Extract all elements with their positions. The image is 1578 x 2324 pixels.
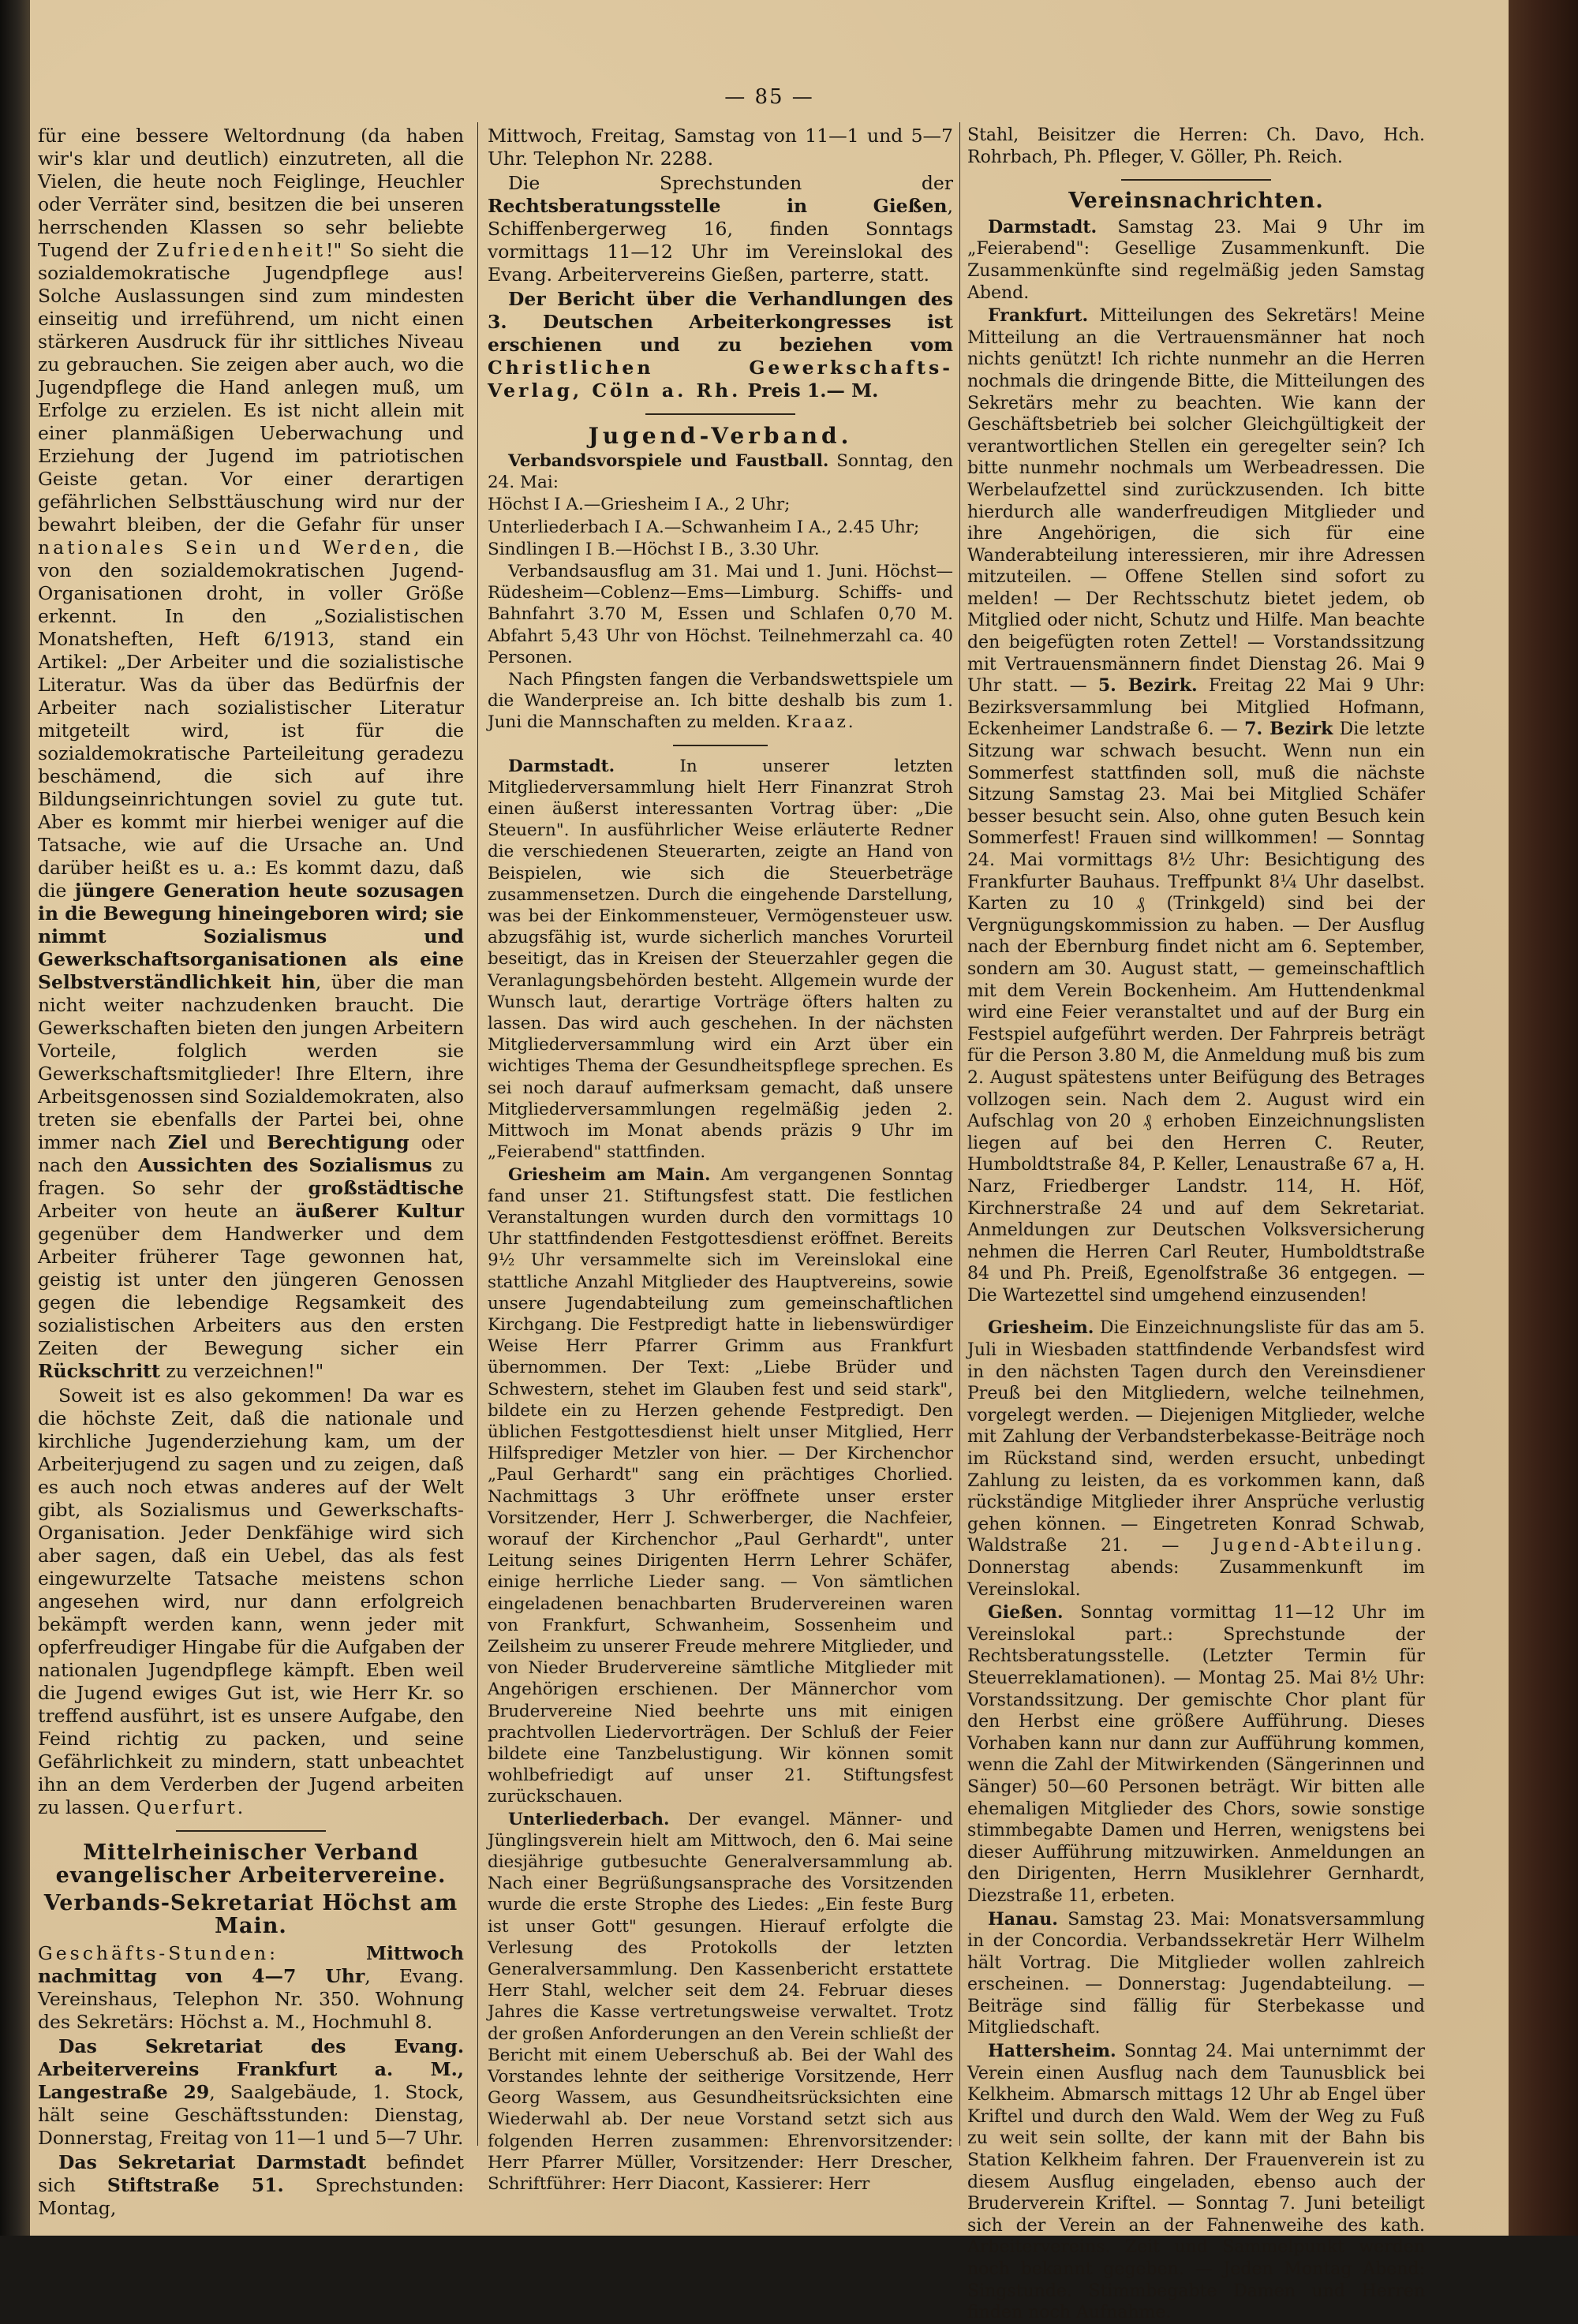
section-heading: Vereinsnachrichten. [1068, 189, 1324, 214]
page-number: — 85 — [724, 85, 814, 109]
separator-rule [673, 745, 768, 746]
news-item: Griesheim. Die Einzeichnungsliste für das am 5. Juli in Wiesbaden stattfindende Verbandsfest wird in den nächsten Tagen durch den Vereinsdiener Preuß bei den Mitgliedern, welche teilnehmen, vorgelegt werden. — Diejenigen Mitglieder, welche mit Zahlung der Verbandsterbekasse-Beiträge noch im Rückstand sind, werden ersucht, unbedingt Zahlung zu leisten, da es vorkommen kann, daß rückständige Mitglieder ihrer Ansprüche verlustig gehen können. — Eingetreten Konrad Schwab, Waldstraße 21. — Jugend-Abteilung. Donnerstag abends: Zusammenkunft im Vereinslokal. [967, 1317, 1425, 1600]
author-signature: Kraaz. [786, 712, 856, 733]
separator-rule [645, 413, 795, 415]
book-binding-left [0, 0, 30, 2236]
notice-paragraph: Die Sprechstunden der Rechtsberatungsstelle in Gießen, Schiffenbergerweg 16, finden Sonntags vormittags 11—12 Uhr im Vereinslokal des Evang. Arbeitervereins Gießen, parterre, statt. [488, 172, 953, 286]
match-line: Höchst I A.—Griesheim I A., 2 Uhr; [488, 495, 791, 515]
match-line: Sindlingen I B.—Höchst I B., 3.30 Uhr. [488, 539, 820, 559]
news-item: Frankfurt. Mitteilungen des Sekretärs! Meine Mitteilung an die Vertrauensmänner hat noch nichts genützt! Ich richte nunmehr an die Herren nochmals die dringende Bitte, die Mitteilungen des Sekretärs mehr zu beachten. Wie kann der Geschäftsbetrieb bei solcher Gleichgültigkeit der verantwortlichen Stellen ein geregelter sein? Ich bitte nunmehr nochmals um Werbeadressen. Die Werbelaufzettel sind zurückzusenden. Ich bitte hierdurch alle wanderfreudigen Mitglieder und ihre Angehörigen, die sich für eine Wanderabteilung interessieren, mir ihre Adressen mitzuteilen. — Offene Stellen sind sofort zu melden! — Der Rechtsschutz bietet jedem, ob Mitglied oder nicht, Schutz und Hilfe. Man beachte den beigefügten roten Zettel! — Vorstandssitzung mit Vertrauensmännern findet Dienstag 26. Mai 9 Uhr statt. — 5. Bezirk. Freitag 22 Mai 9 Uhr: Bezirksversammlung bei Mitglied Hofmann, Eckenheimer Landstraße 6. — 7. Bezirk Die letzte Sitzung war schwach besucht. Wenn nun ein Sommerfest stattfinden soll, muß die nächste Sitzung Samstag 23. Mai bei Mitglied Schäfer besser besucht sein. Also, ohne guten Besuch kein Sommerfest! Frauen sind willkommen! — Sonntag 24. Mai vormittags 8½ Uhr: Besichtigung des Frankfurter Bauhaus. Treffpunkt 8¼ Uhr daselbst. Karten zu 10 ₰ (Trinkgeld) sind bei der Vergnügungskommission zu haben. — Der Ausflug nach der Ebernburg findet nicht am 6. September, sondern am 30. August statt, — gemeinschaftlich mit dem Verein Bockenheim. Am Huttendenkmal wird eine Feier veranstaltet und auf der Burg ein Festspiel aufgeführt werden. Der Fahrpreis beträgt für die Person 3.80 M, die Anmeldung muß bis zum 2. August spätestens unter Beifügung des Betrages vollzogen sein. Nach dem 2. August wird ein Aufschlag von 20 ₰ erhoben Einzeichnungslisten liegen auf bei den Herren C. Reuter, Humboldtstraße 84, P. Keller, Lenaustraße 67 a, H. Narz, Friedberger Landstr. 114, H. Höf, Kirchnerstraße 24 und auf dem Sekretariat. Anmeldungen zur Deutschen Volksversicherung nehmen die Herren Carl Reuter, Humboldtstraße 84 und Ph. Preiß, Egenolfstraße 36 entgegen. — Die Wartezettel sind umgehend einzusenden! [967, 305, 1426, 1306]
column-divider-2 [959, 122, 960, 2146]
notice-paragraph: Das Sekretariat des Evang. Arbeitervereins Frankfurt a. M., Langestraße 29, Saalgebäude, 1. Stock, hält seine Geschäftsstunden: Dienstag, Donnerstag, Freitag von 11—1 und 5—7 Uhr. [38, 2035, 464, 2149]
notice-paragraph: Das Sekretariat Darmstadt befindet sich Stiftstraße 51. Sprechstunden: Montag, [38, 2151, 464, 2219]
news-item: Hattersheim. Sonntag 24. Mai unternimmt der Verein einen Ausflug nach dem Taunusblick bei Kelkheim. Abmarsch mittags 12 Uhr ab Engel über Kriftel und durch den Wald. Wem der Weg zu Fuß zu weit sein sollte, der kann mit der Bahn bis Station Kelkheim fahren. Der Frauenverein ist zu diesem Ausflug eingeladen, ebenso auch der Bruderverein Kriftel. — Sonntag 7. Juni beteiligt sich der Verein an der Fahnenweihe des kath. Arbeitervereins. Zeit und Sammelpunkt werden noch bekannt gegeben. — Jeden Montag Abend: Singstunde. Stimmbegabte Damen und Herren finden noch Aufnahme. [967, 2041, 1425, 2323]
newspaper-page [30, 0, 1509, 2323]
column-middle [488, 125, 954, 2195]
news-item: Nach Pfingsten fangen die Verbandswettspiele um die Wanderpreise an. Ich bitte deshalb bis zum 1. Juni die Mannschaften zu melden. Kraaz. [488, 670, 953, 733]
column-right [967, 125, 1426, 2323]
news-item: Hanau. Samstag 23. Mai: Monatsversammlung in der Concordia. Verbandssekretär Herr Wilhelm hält Vortrag. Die Mitglieder wollen zahlreich erscheinen. — Donnerstag: Jugendabteilung. — Beiträge sind fällig für Sterbekasse und Mitgliedschaft. [967, 1908, 1425, 2038]
column-divider-1 [477, 122, 478, 2146]
column-left [38, 125, 465, 2219]
news-item: Darmstadt. In unserer letzten Mitgliederversammlung hielt Herr Finanzrat Stroh einen äußerst interessanten Vortrag über: „Die Steuern". In ausführlicher Weise erläuterte Redner die verschiedenen Steuerarten, zeigte an Hand von Beispielen, wie sich die Steuerbeträge zusammensetzen. Durch die eingehende Darstellung, was bei der Einkommensteuer, Vermögensteuer usw. abzugsfähig ist, wurde sicherlich manches Vorurteil beseitigt, das in Kreisen der Steuerzahler gegen die Veranlagungsbehörden besteht. Allgemein wurde der Wunsch laut, derartige Vorträge öfters halten zu lassen. Das wird auch geschehen. In der nächsten Mitgliederversammlung wird ein Arzt über ein wichtiges Thema der Gesundheitspflege sprechen. Es sei noch darauf aufmerksam gemacht, daß unsere Mitgliederversammlungen regelmäßig jeden 2. Mittwoch im Monat abends präzis 9 Uhr im „Feierabend" stattfinden. [488, 756, 953, 1163]
author-signature: Querfurt. [136, 1796, 246, 1818]
match-line: Unterliederbach I A.—Schwanheim I A., 2.45 Uhr; [488, 517, 920, 537]
news-item: Verbandsausflug am 31. Mai und 1. Juni. Höchst—Rüdesheim—Coblenz—Ems—Limburg. Schiffs- und Bahnfahrt 3.70 M, Essen und Schlafen 0,70 M. Abfahrt 5,43 Uhr von Höchst. Teilnehmerzahl ca. 40 Personen. [488, 562, 953, 667]
section-subheading: Verbands-Sekretariat Höchst am Main. [43, 1891, 458, 1938]
separator-rule [176, 1830, 326, 1832]
news-item: Unterliederbach. Der evangel. Männer- und Jünglingsverein hielt am Mittwoch, den 6. Mai seine diesjährige gutbesuchte Generalversammlung ab. Nach einer Begrüßungsansprache des Vorsitzenden wurde die erste Strophe des Liedes: „Ein feste Burg ist unser Gott" gesungen. Hierauf erfolgte die Verlesung des Protokolls der letzten Generalversammlung. Den Kassenbericht erstattete Herr Stahl, welcher seit dem 24. Februar dieses Jahres die Kasse vertretungsweise verwaltet. Trotz der großen Anforderungen an den Verein schließt der Bericht mit einem Ueberschuß ab. Bei der Wahl des Vorstandes lehnte der seitherige Vorsitzende, Herr Georg Wassem, aus Gesundheitsrücksichten eine Wiederwahl ab. Der neue Vorstand setzt sich aus folgenden Herren zusammen: Ehrenvorsitzender: Herr Pfarrer Müller, Vorsitzender: Herr Drescher, Schriftführer: Herr Diacont, Kassierer: Herr [488, 1809, 953, 2195]
news-item: Gießen. Sonntag vormittag 11—12 Uhr im Vereinslokal part.: Sprechstunde der Rechtsberatungsstelle. (Letzter Termin für Steuerreklamationen). — Montag 25. Mai 8½ Uhr: Vorstandssitzung. Der gemischte Chor plant für den Herbst eine größere Aufführung. Dieses Vorhaben kann nur dann zur Aufführung kommen, wenn die Zahl der Mitwirkenden (Sängerinnen und Sänger) 50—60 Personen beträgt. Wir bitten alle ehemaligen Mitglieder des Chors, sowie sonstige stimmbegabte Damen und Herren, wenigstens bei dieser Aufführung mitzuwirken. Anmeldungen an den Dirigenten, Herrn Musiklehrer Gernhardt, Diezstraße 11, erbeten. [967, 1602, 1425, 1906]
section-heading: Mittelrheinischer Verband evangelischer Arbeitervereine. [55, 1840, 447, 1888]
notice-paragraph: Geschäfts-Stunden: Mittwoch nachmittag von 4—7 Uhr, Evang. Vereinshaus, Telephon Nr. 350. Wohnung des Sekretärs: Höchst a. M., Hochmuhl 8. [38, 1942, 464, 2033]
article-paragraph: Soweit ist es also gekommen! Da war es die höchste Zeit, daß die nationale und kirchliche Jugenderziehung kam, um der Arbeiterjugend zu sagen und zu zeigen, daß es auch noch etwas anderes auf der Welt gibt, als Sozialismus und Gewerkschafts-Organisation. Jeder Denkfähige wird sich aber sagen, daß ein Uebel, das als fest eingewurzelte Tatsache meistens schon angesehen wird, nur dann erfolgreich bekämpft werden kann, wenn jeder mit opferfreudiger Hingabe für die Aufgaben der nationalen Jugendpflege kämpft. Eben weil die Jugend ewiges Gut ist, wie Herr Kr. so treffend ausführt, ist es unsere Aufgabe, den Feind richtig zu packen, und seine Gefährlichkeit zu mindern, statt unbeachtet ihn an dem Verderben der Jugend arbeiten zu lassen. Querfurt. [38, 1384, 464, 1818]
news-item: Stahl, Beisitzer die Herren: Ch. Davo, Hch. Rohrbach, Ph. Pfleger, V. Göller, Ph. Reich. [967, 125, 1425, 167]
news-item: Darmstadt. Samstag 23. Mai 9 Uhr im „Feierabend": Gesellige Zusammenkunft. Die Zusammenkünfte sind regelmäßig jeden Samstag Abend. [967, 216, 1425, 303]
youth-news [488, 450, 953, 2195]
news-item: Griesheim am Main. Am vergangenen Sonntag fand unser 21. Stiftungsfest statt. Die festlichen Veranstaltungen wurden durch den vormittags 10 Uhr stattfindenden Festgottesdienst eröffnet. Bereits 9½ Uhr versammelte sich im Vereinslokal eine stattliche Anzahl Mitglieder des Hauptvereins, sowie unsere Jugendabteilung zum gemeinschaftlichen Kirchgang. Die Festpredigt hatte in liebenswürdiger Weise Herr Pfarrer Grimm aus Frankfurt übernommen. Der Text: „Liebe Brüder und Schwestern, stehet im Glauben fest und seid stark", bildete ein zu Herzen gehende Festpredigt. Den üblichen Festgottesdienst hielt unser Mitglied, Herr Hilfsprediger Metzler von hier. — Der Kirchenchor „Paul Gerhardt" sang ein prächtiges Chorlied. Nachmittags 3 Uhr eröffnete unser erster Vorsitzender, Herr J. Schwerberger, die Nachfeier, worauf der Kirchenchor „Paul Gerhardt", unter Leitung seines Dirigenten Herrn Lehrer Schäfer, einige herrliche Lieder sang. — Von sämtlichen eingeladenen benachbarten Brudervereinen waren von Frankfurt, Schwanheim, Sossenheim und Zeilsheim zu unserer Freude mehrere Mitglieder, und von Nieder Brudervereine sämtliche Mitglieder mit Angehörigen erschienen. Der Männerchor vom Brudervereine Nied beehrte uns mit einigen prachtvollen Liedervorträgen. Der Schluß der Feier bildete eine Tanzbelustigung. Wir können somit wohlbefriedigt auf unser 21. Stiftungsfest zurückschauen. [488, 1164, 954, 1807]
news-item: Verbandsvorspiele und Faustball. Sonntag, den 24. Mai: [488, 451, 953, 493]
article-paragraph: für eine bessere Weltordnung (da haben wir's klar und deutlich) einzutreten, all die Vielen, die heute noch Feiglinge, Heuchler oder Verräter sind, besitzen die bei unseren herrschenden Klassen so sehr beliebte Tugend der Zufriedenheit!" So sieht die sozialdemokratische Jugendpflege aus! Solche Auslassungen sind zum mindesten einseitig und irreführend, um nicht einen stärkeren Ausdruck für ihr sittliches Niveau zu gebrauchen. Sie zeigen aber auch, wo die Jugendpflege die Hand anlegen muß, um Erfolge zu erzielen. Es ist nicht allein mit einer planmäßigen Ueberwachung und Erziehung der Jugend im patriotischen Geiste getan. Vor einer derartigen gefährlichen Selbsttäuschung wird nur der bewahrt bleiben, der die Gefahr für unser nationales Sein und Werden, die von den sozialdemokratischen Jugend-Organisationen droht, in voller Größe erkennt. In den „Sozialistischen Monatsheften, Heft 6/1913, stand ein Artikel: „Der Arbeiter und die sozialistische Literatur. Was da über das Bedürfnis der Arbeiter nach sozialistischer Literatur mitgeteilt wird, ist für die sozialdemokratische Parteileitung geradezu beschämend, die sich auf ihre Bildungseinrichtungen soviel zu gute tut. Aber es kommt mir hierbei weniger auf die Tatsache, wie auf die Ursache an. Und darüber heißt es u. a.: Es kommt dazu, daß die jüngere Generation heute sozusagen in die Bewegung hineingeboren wird; sie nimmt Sozialismus und Gewerkschaftsorganisationen als eine Selbstverständlichkeit hin, über die man nicht weiter nachzudenken braucht. Die Gewerkschaften bieten den jungen Arbeitern Vorteile, folglich werden sie Gewerkschaftsmitglieder! Ihre Eltern, ihre Arbeitsgenossen sind Sozialdemokraten, also treten sie ebenfalls der Partei bei, ohne immer nach Ziel und Berechtigung oder nach den Aussichten des Sozialismus zu fragen. So sehr der großstädtische Arbeiter von heute an äußerer Kultur gegenüber dem Handwerker und dem Arbeiter früherer Tage gewonnen hat, geistig ist unter den jüngeren Genossen gegen die lebendige Regsamkeit des sozialistischen Arbeiters aus den ersten Zeiten der Bewegung sicher ein Rückschritt zu verzeichnen!" [38, 125, 465, 1382]
notice-paragraph: Der Bericht über die Verhandlungen des 3. Deutschen Arbeiterkongresses ist erschienen und zu beziehen vom Christlichen Gewerkschafts-Verlag, Cöln a. Rh. Preis 1.— M. [488, 288, 954, 402]
section-heading: Jugend-Verband. [588, 423, 853, 449]
book-binding-right [1509, 0, 1578, 2236]
separator-rule [1121, 179, 1271, 181]
notice-paragraph: Mittwoch, Freitag, Samstag von 11—1 und 5—7 Uhr. Telephon Nr. 2288. [488, 125, 953, 170]
